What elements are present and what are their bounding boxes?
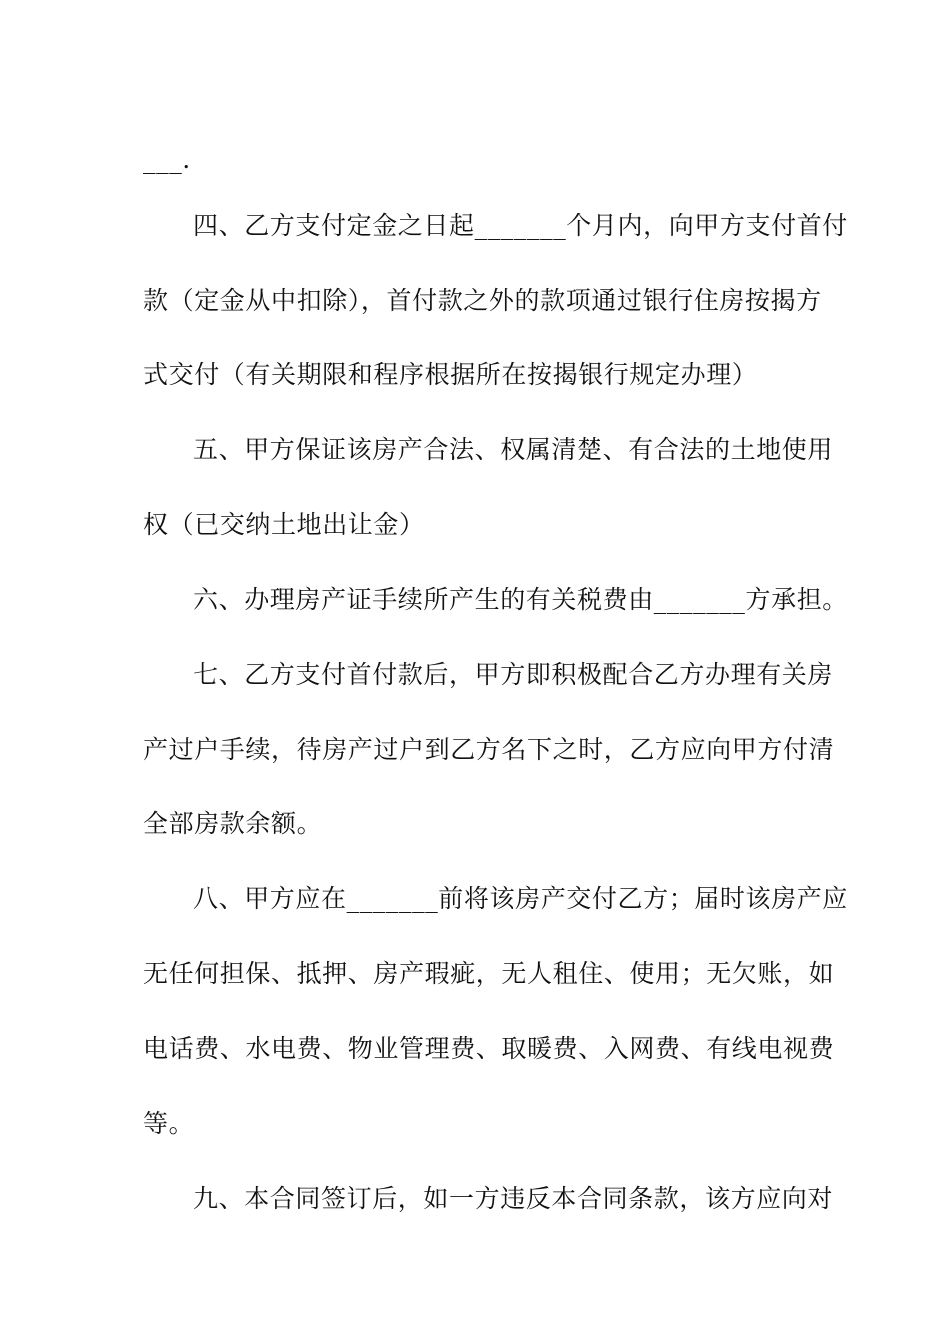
clause-seven-line-3: 全部房款余额。 xyxy=(143,809,323,838)
text-line-continuation: ___. xyxy=(143,145,191,174)
clause-eight-line-1: 八、甲方应在_______前将该房产交付乙方；届时该房产应 xyxy=(193,884,848,913)
clause-four-line-1: 四、乙方支付定金之日起_______个月内，向甲方支付首付 xyxy=(193,211,848,240)
clause-eight-line-2: 无任何担保、抵押、房产瑕疵，无人租住、使用；无欠账，如 xyxy=(143,959,835,988)
clause-four-line-2: 款（定金从中扣除），首付款之外的款项通过银行住房按揭方 xyxy=(143,286,822,315)
clause-eight-line-3: 电话费、水电费、物业管理费、取暖费、入网费、有线电视费 xyxy=(143,1034,835,1063)
clause-five-line-1: 五、甲方保证该房产合法、权属清楚、有合法的土地使用 xyxy=(193,435,834,464)
clause-four-line-3: 式交付（有关期限和程序根据所在按揭银行规定办理） xyxy=(143,360,758,389)
clause-five-line-2: 权（已交纳土地出让金） xyxy=(143,510,425,539)
clause-seven-line-2: 产过户手续，待房产过户到乙方名下之时，乙方应向甲方付清 xyxy=(143,735,835,764)
clause-six-line-1: 六、办理房产证手续所产生的有关税费由_______方承担。 xyxy=(193,585,848,614)
clause-nine-line-1: 九、本合同签订后，如一方违反本合同条款，该方应向对 xyxy=(193,1184,834,1213)
clause-eight-line-4: 等。 xyxy=(143,1109,195,1138)
clause-seven-line-1: 七、乙方支付首付款后，甲方即积极配合乙方办理有关房 xyxy=(193,660,834,689)
